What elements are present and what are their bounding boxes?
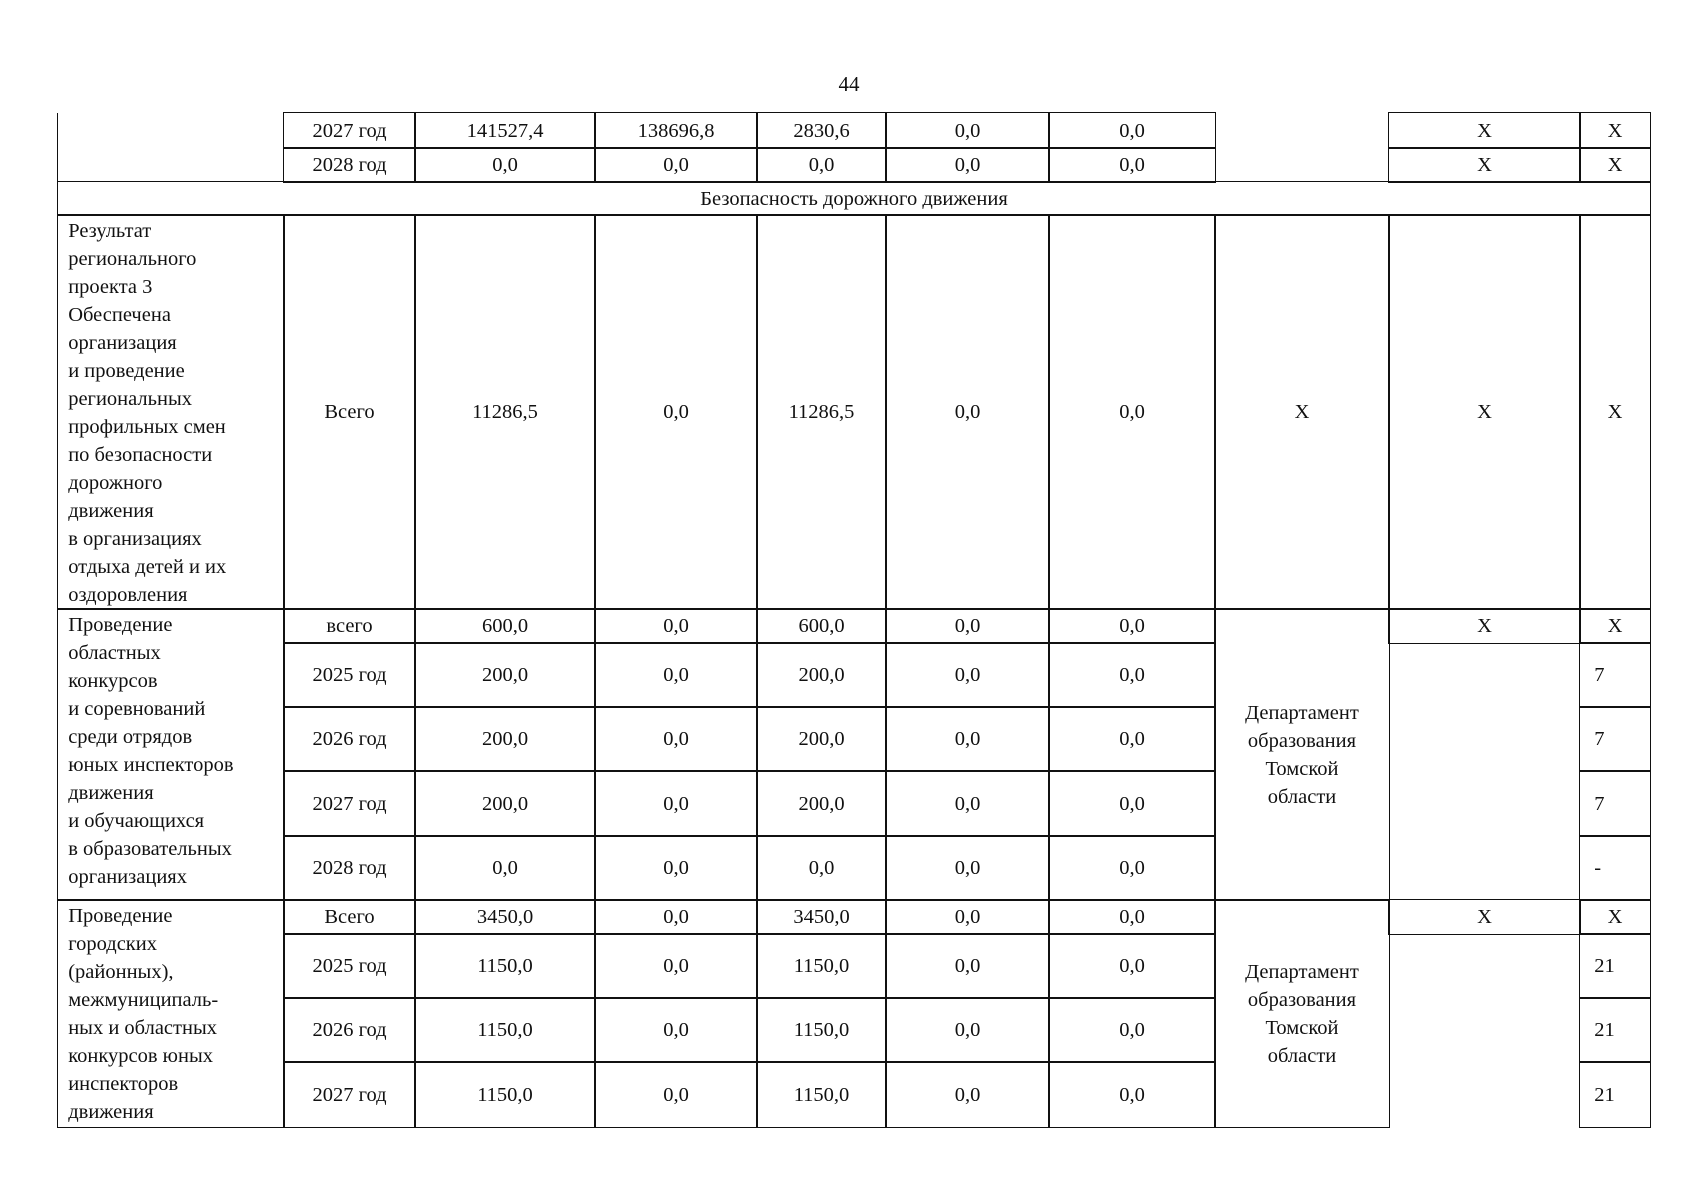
amount-cell: 0,0	[885, 608, 1050, 644]
amount-cell: 0,0	[885, 835, 1050, 901]
value-cell: 7	[1579, 706, 1651, 772]
amount-cell: 0,0	[414, 835, 596, 901]
row-name: Проведение областных конкурсов и соревнований среди отрядов юных инспекторов движения и обучающихся в образовательных организациях	[57, 608, 285, 901]
amount-cell: 0,0	[885, 214, 1050, 610]
amount-cell: 0,0	[885, 899, 1050, 935]
amount-cell: 200,0	[414, 642, 596, 708]
amount-cell: 11286,5	[756, 214, 887, 610]
value-cell: 21	[1579, 997, 1651, 1063]
indicator-cell: Х	[1388, 899, 1581, 935]
indicator-cell: Х	[1388, 608, 1581, 644]
period-cell: 2028 год	[283, 147, 416, 183]
period-cell: 2026 год	[283, 706, 416, 772]
amount-cell: 200,0	[756, 706, 887, 772]
amount-cell: 1150,0	[414, 997, 596, 1063]
executor-cell: Х	[1214, 214, 1390, 610]
amount-cell: 0,0	[885, 997, 1050, 1063]
amount-cell: 0,0	[1048, 835, 1216, 901]
amount-cell: 0,0	[414, 147, 596, 183]
amount-cell: 0,0	[594, 997, 758, 1063]
amount-cell: 0,0	[1048, 997, 1216, 1063]
amount-cell: 0,0	[594, 214, 758, 610]
amount-cell: 0,0	[594, 706, 758, 772]
period-cell: 2027 год	[283, 112, 416, 149]
amount-cell: 0,0	[1048, 642, 1216, 708]
amount-cell: 3450,0	[756, 899, 887, 935]
amount-cell: 0,0	[885, 147, 1050, 183]
value-cell: 7	[1579, 770, 1651, 837]
value-cell: Х	[1579, 608, 1651, 644]
section-title: Безопасность дорожного движения	[57, 181, 1651, 216]
period-cell: 2027 год	[283, 770, 416, 837]
amount-cell: 0,0	[594, 770, 758, 837]
indicator-cell: Х	[1388, 214, 1581, 610]
period-cell: 2028 год	[283, 835, 416, 901]
amount-cell: 2830,6	[756, 112, 887, 149]
amount-cell: 0,0	[594, 642, 758, 708]
value-cell: Х	[1579, 147, 1651, 183]
period-cell: Всего	[283, 214, 416, 610]
amount-cell: 11286,5	[414, 214, 596, 610]
indicator-cell: Х	[1388, 147, 1581, 183]
amount-cell: 200,0	[414, 770, 596, 837]
amount-cell: 0,0	[756, 147, 887, 183]
period-cell: всего	[283, 608, 416, 644]
value-cell: 21	[1579, 933, 1651, 999]
amount-cell: 0,0	[594, 933, 758, 999]
amount-cell: 200,0	[414, 706, 596, 772]
amount-cell: 141527,4	[414, 112, 596, 149]
table-left-border	[57, 113, 58, 182]
amount-cell: 0,0	[1048, 147, 1216, 183]
amount-cell: 0,0	[885, 706, 1050, 772]
row-name: Проведение городских (районных), межмуниципаль- ных и областных конкурсов юных инспекторов движения	[57, 899, 285, 1128]
amount-cell: 0,0	[1048, 1061, 1216, 1128]
value-cell: 21	[1579, 1061, 1651, 1128]
amount-cell: 0,0	[1048, 899, 1216, 935]
amount-cell: 1150,0	[756, 997, 887, 1063]
amount-cell: 0,0	[885, 770, 1050, 837]
value-cell: Х	[1579, 899, 1651, 935]
amount-cell: 600,0	[414, 608, 596, 644]
value-cell: Х	[1579, 214, 1651, 610]
value-cell: Х	[1579, 112, 1651, 149]
period-cell: Всего	[283, 899, 416, 935]
value-cell: -	[1579, 835, 1651, 901]
amount-cell: 1150,0	[414, 933, 596, 999]
amount-cell: 0,0	[594, 147, 758, 183]
amount-cell: 200,0	[756, 770, 887, 837]
value-cell: 7	[1579, 642, 1651, 708]
amount-cell: 0,0	[885, 112, 1050, 149]
executor-cell: Департамент образования Томской области	[1214, 608, 1390, 901]
amount-cell: 0,0	[1048, 706, 1216, 772]
amount-cell: 0,0	[594, 835, 758, 901]
period-cell: 2025 год	[283, 642, 416, 708]
amount-cell: 200,0	[756, 642, 887, 708]
indicator-cell: Х	[1388, 112, 1581, 149]
executor-cell: Департамент образования Томской области	[1214, 899, 1390, 1128]
amount-cell: 1150,0	[756, 1061, 887, 1128]
period-cell: 2026 год	[283, 997, 416, 1063]
amount-cell: 1150,0	[756, 933, 887, 999]
row-name: Результат регионального проекта 3 Обеспечена организация и проведение региональных профильных смен по безопасности дорожного движения в организациях отдыха детей и их оздоровления	[57, 214, 285, 610]
period-cell: 2025 год	[283, 933, 416, 999]
amount-cell: 0,0	[594, 608, 758, 644]
amount-cell: 3450,0	[414, 899, 596, 935]
amount-cell: 1150,0	[414, 1061, 596, 1128]
amount-cell: 0,0	[1048, 112, 1216, 149]
amount-cell: 600,0	[756, 608, 887, 644]
page-number: 44	[838, 72, 860, 96]
amount-cell: 0,0	[756, 835, 887, 901]
amount-cell: 138696,8	[594, 112, 758, 149]
amount-cell: 0,0	[594, 1061, 758, 1128]
amount-cell: 0,0	[1048, 214, 1216, 610]
amount-cell: 0,0	[1048, 933, 1216, 999]
amount-cell: 0,0	[885, 933, 1050, 999]
amount-cell: 0,0	[885, 1061, 1050, 1128]
amount-cell: 0,0	[885, 642, 1050, 708]
amount-cell: 0,0	[594, 899, 758, 935]
amount-cell: 0,0	[1048, 770, 1216, 837]
amount-cell: 0,0	[1048, 608, 1216, 644]
period-cell: 2027 год	[283, 1061, 416, 1128]
